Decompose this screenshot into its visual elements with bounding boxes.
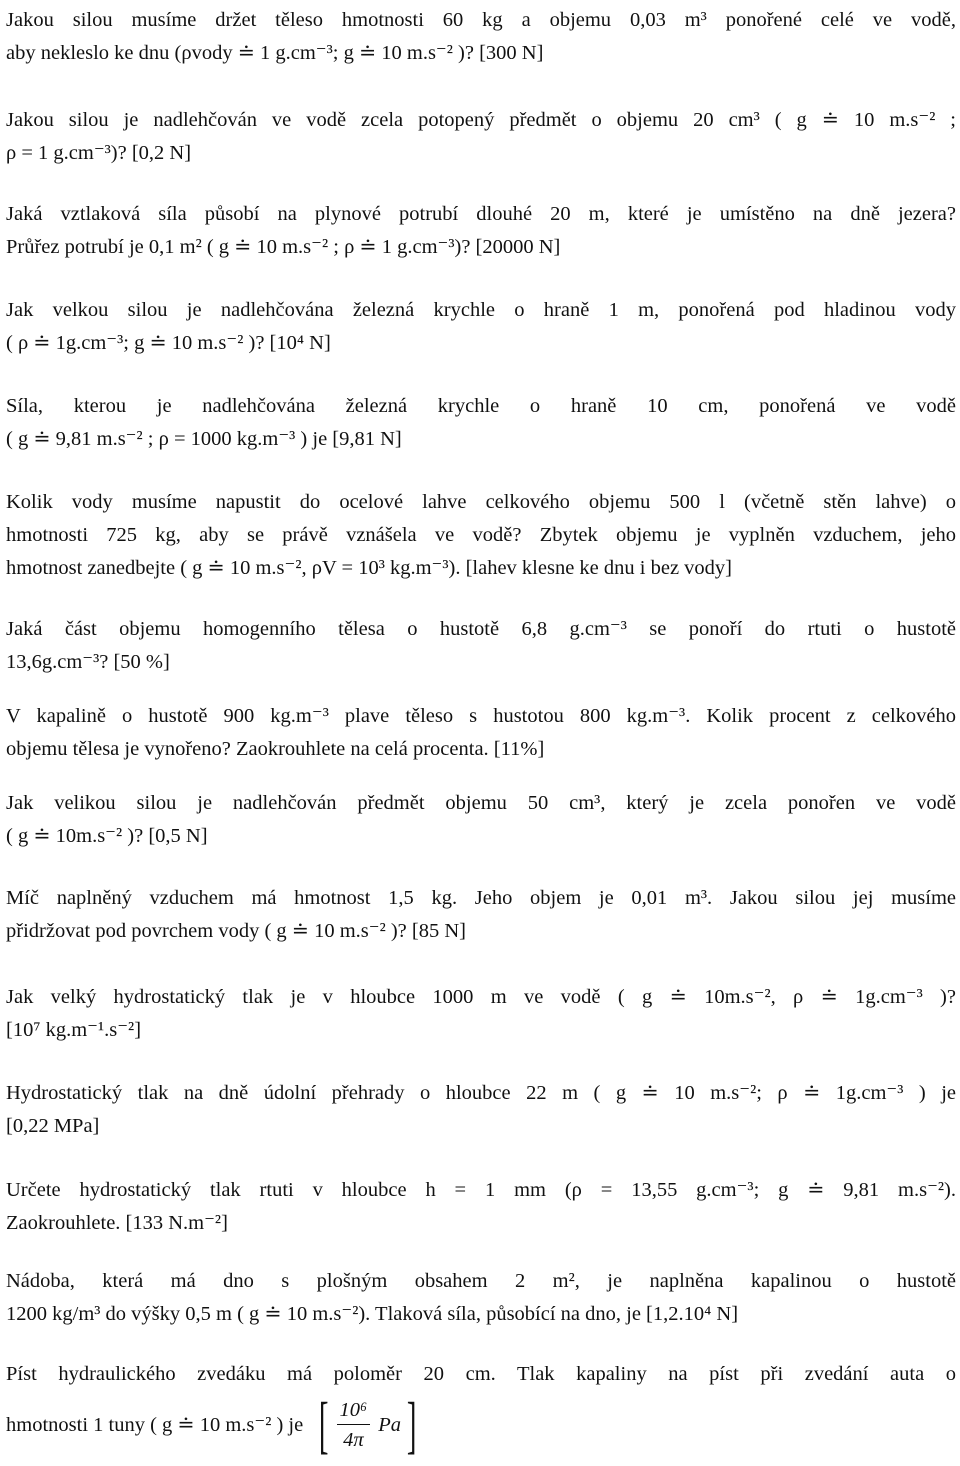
problem-line: Jakou silou je nadlehčován ve vodě zcela potopený předmět o objemu 20 cm³ ( g ≐ 10 m.s⁻² ; (6, 109, 956, 131)
problem-11 (6, 981, 956, 1047)
problem-line: V kapalině o hustotě 900 kg.m⁻³ plave těleso s hustotou 800 kg.m⁻³. Kolik procent z celkového (6, 705, 956, 727)
problem-line: [0,22 MPa] (6, 1115, 100, 1137)
problem-4 (6, 294, 956, 360)
problem-7 (6, 613, 956, 679)
problem-6 (6, 486, 956, 585)
left-bracket: [ (319, 1389, 329, 1460)
fraction-denominator: 4π (343, 1428, 364, 1451)
problem-13 (6, 1174, 956, 1240)
problem-line: Určete hydrostatický tlak rtuti v hloubce h = 1 mm (ρ = 13,55 g.cm⁻³; g ≐ 9,81 m.s⁻²). (6, 1179, 956, 1201)
problem-line: Jak velikou silou je nadlehčován předmět objemu 50 cm³, který je zcela ponořen ve vodě (6, 792, 956, 814)
problem-12 (6, 1077, 956, 1143)
problem-5 (6, 390, 956, 456)
problem-line: Hydrostatický tlak na dně údolní přehrady o hloubce 22 m ( g ≐ 10 m.s⁻²; ρ ≐ 1g.cm⁻³ ) je (6, 1082, 956, 1104)
problem-line: hmotnosti 1 tuny ( g ≐ 10 m.s⁻² ) je (6, 1413, 304, 1436)
problem-line: Jak velký hydrostatický tlak je v hloubce 1000 m ve vodě ( g ≐ 10m.s⁻², ρ ≐ 1g.cm⁻³ )? (6, 986, 956, 1008)
problem-line: Jak velkou silou je nadlehčována železná krychle o hraně 1 m, ponořená pod hladinou vody (6, 299, 956, 321)
problem-line: hmotnosti 725 kg, aby se právě vznášela ve vodě? Zbytek objemu je vyplněn vzduchem, jeho (6, 524, 956, 546)
problem-line: ( g ≐ 9,81 m.s⁻² ; ρ = 1000 kg.m⁻³ ) je [9,81 N] (6, 428, 402, 450)
problem-line: Síla, kterou je nadlehčována železná krychle o hraně 10 cm, ponořená ve vodě (6, 395, 956, 417)
problem-line: ( ρ ≐ 1g.cm⁻³; g ≐ 10 m.s⁻² )? [10⁴ N] (6, 332, 331, 354)
problem-line: Průřez potrubí je 0,1 m² ( g ≐ 10 m.s⁻² ; ρ ≐ 1 g.cm⁻³)? [20000 N] (6, 236, 561, 258)
right-bracket: ] (406, 1389, 417, 1460)
answer-line (6, 1389, 956, 1460)
problem-line: Nádoba, která má dno s plošným obsahem 2 m², je naplněna kapalinou o hustotě (6, 1270, 956, 1292)
fraction-numerator: 10⁶ (337, 1396, 371, 1425)
problem-line: Jaká vztlaková síla působí na plynové potrubí dlouhé 20 m, které je umístěno na dně jezera? (6, 203, 956, 225)
problem-line: ρ = 1 g.cm⁻³)? [0,2 N] (6, 142, 192, 164)
answer-bracket (313, 1389, 422, 1460)
problem-3 (6, 198, 956, 264)
problem-line: Zaokrouhlete. [133 N.m⁻²] (6, 1212, 228, 1234)
answer-fraction (337, 1396, 371, 1455)
problem-line: hmotnost zanedbejte ( g ≐ 10 m.s⁻², ρV = 10³ kg.m⁻³). [lahev klesne ke dnu i bez vody] (6, 557, 732, 579)
problem-8 (6, 700, 956, 766)
answer-unit: Pa (378, 1413, 401, 1436)
problem-line: Míč naplněný vzduchem má hmotnost 1,5 kg. Jeho objem je 0,01 m³. Jakou silou jej musíme (6, 887, 956, 909)
problem-line: 1200 kg/m³ do výšky 0,5 m ( g ≐ 10 m.s⁻²). Tlaková síla, působící na dno, je [1,2.10⁴ N] (6, 1303, 739, 1325)
problem-line: Jakou silou musíme držet těleso hmotnosti 60 kg a objemu 0,03 m³ ponořené celé ve vodě, (6, 9, 956, 31)
problem-line: Jaká část objemu homogenního tělesa o hustotě 6,8 g.cm⁻³ se ponoří do rtuti o hustotě (6, 618, 956, 640)
problem-line: Píst hydraulického zvedáku má poloměr 20 cm. Tlak kapaliny na píst při zvedání auta o (6, 1363, 956, 1385)
problem-line: přidržovat pod povrchem vody ( g ≐ 10 m.s⁻² )? [85 N] (6, 920, 466, 942)
problem-9 (6, 787, 956, 853)
problem-15 (6, 1358, 956, 1460)
problem-line: 13,6g.cm⁻³? [50 %] (6, 651, 170, 673)
problem-line: aby nekleslo ke dnu (ρvody ≐ 1 g.cm⁻³; g ≐ 10 m.s⁻² )? [300 N] (6, 42, 544, 64)
problem-1 (6, 4, 956, 70)
problem-line: objemu tělesa je vynořeno? Zaokrouhlete na celá procenta. [11%] (6, 738, 545, 760)
problem-line: ( g ≐ 10m.s⁻² )? [0,5 N] (6, 825, 208, 847)
problem-line: Kolik vody musíme napustit do ocelové lahve celkového objemu 500 l (včetně stěn lahve) o (6, 491, 956, 513)
problem-10 (6, 882, 956, 948)
problem-line: [10⁷ kg.m⁻¹.s⁻²] (6, 1019, 142, 1041)
problem-2 (6, 104, 956, 170)
problem-14 (6, 1265, 956, 1331)
